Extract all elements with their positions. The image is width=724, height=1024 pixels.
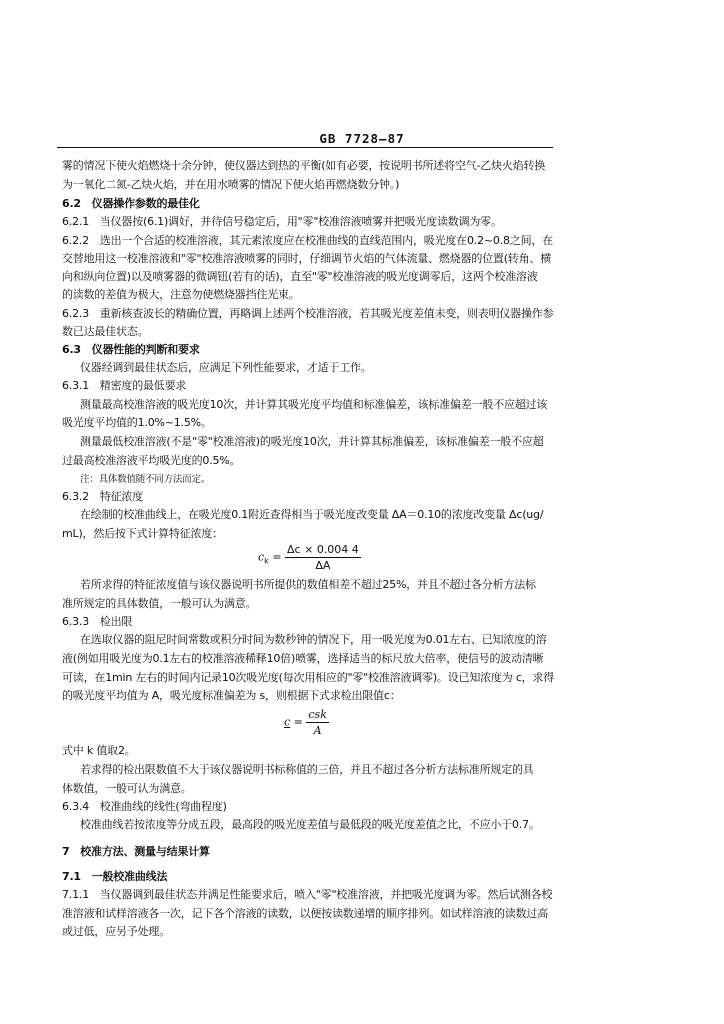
text-line: 或过低，应另予处理。 xyxy=(62,925,170,938)
text-line: 准所规定的具体数值，一般可认为满意。 xyxy=(62,597,257,610)
text-line: 6.2.1 当仪器按(6.1)调好，并待信号稳定后，用"零"校准溶液喷雾并把吸光度读数调为零。 xyxy=(62,215,502,228)
formula-fraction xyxy=(306,708,328,737)
formula-lhs-subscript: k xyxy=(264,556,269,566)
text-line: 液(例如用吸光度为0.1左右的校准溶液稀释10倍)喷雾，选择适当的标尺放大倍率，使信号的波动清晰 xyxy=(62,652,544,665)
text-line: 6.2.2 选出一个合适的校准溶液，其元素浓度应在校准曲线的直线范围内，吸光度在0.2~0.8之间，在 xyxy=(62,234,553,247)
text-line: mL)，然后按下式计算特征浓度： xyxy=(62,527,223,540)
section-heading-6-2: 6.2 仪器操作参数的最佳化 xyxy=(62,197,200,210)
formula-numerator: Δc × 0.004 4 xyxy=(287,543,359,556)
text-line: 准溶液和试样溶液各一次，记下各个溶液的读数，以便按读数递增的顺序排列。如试样溶液的读数过高 xyxy=(62,907,548,920)
formula-denominator: ΔA xyxy=(315,559,331,572)
text-line: 在选取仪器的阻尼时间常数或积分时间为数秒钟的情况下，用一吸光度为0.01左右、已知浓度的溶 xyxy=(80,633,547,646)
text-line: 向和纵向位置)以及喷雾器的微调钮(若有的话)，直至"零"校准溶液的吸光度调零后，这两个校准溶液 xyxy=(62,270,538,283)
text-line: 的读数的差值为极大，注意勿使燃烧器挡住光束。 xyxy=(62,288,300,301)
text-line: 可读，在1min 左右的时间内记录10次吸光度(每次用相应的"零"校准溶液调零)。设已知浓度为 c，求得 xyxy=(62,671,555,684)
formula-fraction xyxy=(285,543,361,572)
formula-denominator: A xyxy=(313,724,322,737)
subsection-heading-6-3-4: 6.3.4 校准曲线的线性(弯曲程度) xyxy=(62,800,227,813)
text-line: 仪器经调到最佳状态后，应满足下列性能要求，才适于工作。 xyxy=(80,361,372,374)
text-line: 若求得的检出限数值不大于该仪器说明书标称值的三倍，并且不超过各分析方法标准所规定的具 xyxy=(80,763,534,776)
text-line: 测量最低校准溶液(不是"零"校准溶液)的吸光度10次，并计算其标准偏差，该标准偏差一般不应超 xyxy=(80,435,544,448)
text-line: 6.2.3 重新核查波长的精确位置，再略调上述两个校准溶液，若其吸光度差值未变，则表明仪器操作参 xyxy=(62,307,554,320)
text-line: 7.1.1 当仪器调到最佳状态并满足性能要求后，喷入"零"校准溶液，并把吸光度调为零。然后试测各校 xyxy=(62,888,553,901)
text-line: 若所求得的特征浓度值与该仪器说明书所提供的数值相差不超过25%，并且不超过各分析方法标 xyxy=(80,578,536,591)
formula-lhs: c xyxy=(284,715,291,729)
subsection-heading-6-3-1: 6.3.1 精密度的最低要求 xyxy=(62,379,187,392)
formula-detection-limit xyxy=(284,708,329,737)
text-line: 校准曲线若按浓度等分成五段，最高段的吸光度差值与最低段的吸光度差值之比，不应小于0.7。 xyxy=(80,818,540,831)
section-heading-7-1: 7.1 一般校准曲线法 xyxy=(62,870,168,883)
formula-equals: = xyxy=(272,550,282,564)
text-line: 体数值，一般可认为满意。 xyxy=(62,782,192,795)
formula-numerator: csk xyxy=(308,708,327,721)
text-line: 式中 k 值取2。 xyxy=(62,744,136,757)
text-line: 在绘制的校准曲线上，在吸光度0.1附近查得相当于吸光度改变量 ΔA＝0.10的浓度改变量 Δc(ug/ xyxy=(80,508,544,521)
text-line: 交替地用这一校准溶液和"零"校准溶液喷雾的同时，仔细调节火焰的气体流量、燃烧器的位置(转角、横 xyxy=(62,252,552,265)
text-line: 数已达最佳状态。 xyxy=(62,325,149,338)
text-line: 过最高校准溶液平均吸光度的0.5%。 xyxy=(62,454,241,467)
text-line: 吸光度平均值的1.0%~1.5%。 xyxy=(62,416,212,429)
section-heading-6-3: 6.3 仪器性能的判断和要求 xyxy=(62,343,200,356)
text-line: 雾的情况下使火焰燃烧十余分钟，使仪器达到热的平衡(如有必要，按说明书所述将空气-乙炔火焰转换 xyxy=(62,159,546,172)
page-header: GB 7728—87 xyxy=(319,131,405,146)
text-line: 的吸光度平均值为 A，吸光度标准偏差为 s，则根据下式求检出限值c： xyxy=(62,689,401,702)
formula-equals: = xyxy=(293,715,303,729)
formula-characteristic-concentration xyxy=(258,543,361,572)
subsection-heading-6-3-2: 6.3.2 特征浓度 xyxy=(62,490,143,503)
text-line: 为一氧化二氮-乙炔火焰，并在用水喷雾的情况下使火焰再燃烧数分钟。) xyxy=(62,178,400,191)
formula-lhs: c xyxy=(258,550,265,564)
note-line: 注：具体数值随不同方法而定。 xyxy=(80,474,211,485)
section-heading-7: 7 校准方法、测量与结果计算 xyxy=(62,845,210,858)
subsection-heading-6-3-3: 6.3.3 检出限 xyxy=(62,615,133,628)
header-rule xyxy=(57,147,553,148)
text-line: 测量最高校准溶液的吸光度10次，并计算其吸光度平均值和标准偏差，该标准偏差一般不应超过该 xyxy=(80,398,548,411)
